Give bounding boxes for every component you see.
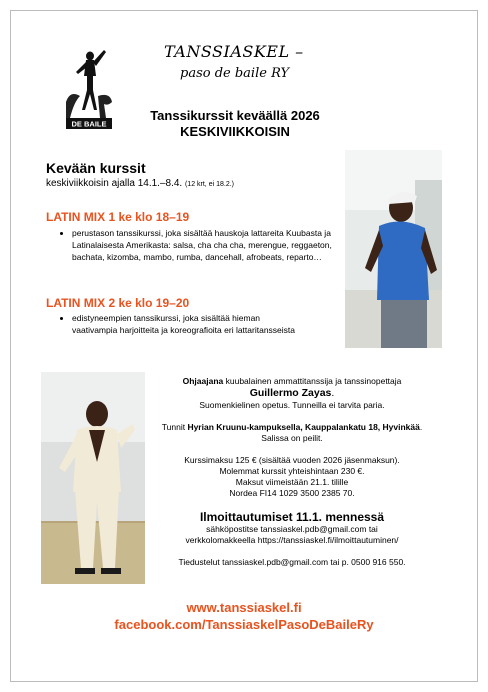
venue-note: Salissa on peilit.: [261, 433, 323, 443]
teacher-prefix: Ohjaajana: [182, 376, 224, 386]
website-link[interactable]: www.tanssiaskel.fi: [186, 600, 302, 615]
logo-subtext: DE BAILE: [71, 119, 107, 129]
registration-form: verkkolomakkeella https://tanssiaskel.fi/ilmoittautuminen/: [185, 535, 399, 545]
registration-email: sähköpostitse tanssiaskel.pdb@gmail.com tai: [206, 524, 378, 534]
venue: Hyrian Kruunu-kampuksella, Kauppalankatu 18, Hyvinkää: [187, 422, 420, 432]
language-line: Suomenkielinen opetus. Tunneilla ei tarvita paria.: [199, 400, 385, 410]
fee-line-3: Maksut viimeistään 21.1. tilille: [235, 477, 349, 487]
spring-date-range: keskiviikkoisin ajalla 14.1.–8.4.: [46, 178, 183, 189]
course-1-description: • perustason tanssikurssi, joka sisältää hauskoja lattareita Kuubasta ja Latinalaisesta Amerikasta: salsa, cha cha cha, merengue, reggaeton, bachata, kizomba, mambo, rumba, dancehall, afrobeats, reparto…: [72, 227, 342, 263]
venue-line: [156, 422, 428, 433]
page-title: [124, 108, 346, 140]
course-1-title: LATIN MIX 1 ke klo 18–19: [46, 210, 190, 224]
course-1-list: [62, 227, 342, 263]
teacher-name-line: [156, 387, 428, 400]
course-2-title: LATIN MIX 2 ke klo 19–20: [46, 296, 190, 310]
teacher-name: Guillermo Zayas: [249, 387, 332, 399]
instructor-photo-2: [41, 372, 145, 584]
spring-dates: [46, 178, 234, 189]
fee-line-4: Nordea FI14 1029 3500 2385 70.: [229, 488, 355, 498]
spring-heading: Kevään kurssit: [46, 160, 146, 176]
facebook-link[interactable]: facebook.com/TanssiaskelPasoDeBaileRy: [114, 617, 374, 632]
org-subtitle: paso de baile RY: [180, 66, 290, 81]
org-name: TANSSIASKEL –: [164, 42, 304, 61]
fee-line-2: Molemmat kurssit yhteishintaan 230 €.: [219, 466, 365, 476]
info-block: [156, 376, 428, 568]
inquiries-line: Tiedustelut tanssiaskel.pdb@gmail.com tai p. 0500 916 550.: [178, 557, 406, 567]
footer-links: [46, 599, 442, 633]
venue-prefix: Tunnit: [161, 422, 188, 432]
instructor-photo-1: [345, 150, 442, 348]
title-line-1: Tanssikurssit keväällä 2026: [150, 108, 320, 123]
course-2-description: • edistyneempien tanssikurssi, joka sisältää hieman vaativampia harjoitteita ja koreografioita eri lattaritansseista: [72, 312, 302, 336]
teacher-line: [156, 376, 428, 387]
venue-end: .: [419, 422, 423, 432]
teacher-text: kuubalainen ammattitanssija ja tanssinopettaja: [223, 376, 402, 386]
teacher-name-end: .: [331, 387, 335, 399]
paso-lettering: [66, 94, 112, 118]
title-line-2: KESKIVIIKKOISIN: [180, 124, 290, 139]
course-2-list: [62, 312, 302, 336]
club-logo: [60, 46, 118, 132]
spring-note: (12 krt, ei 18.2.): [184, 181, 234, 188]
registration-heading: Ilmoittautumiset 11.1. mennessä: [199, 510, 385, 524]
fee-line-1: Kurssimaksu 125 € (sisältää vuoden 2026 jäsenmaksun).: [184, 455, 400, 465]
